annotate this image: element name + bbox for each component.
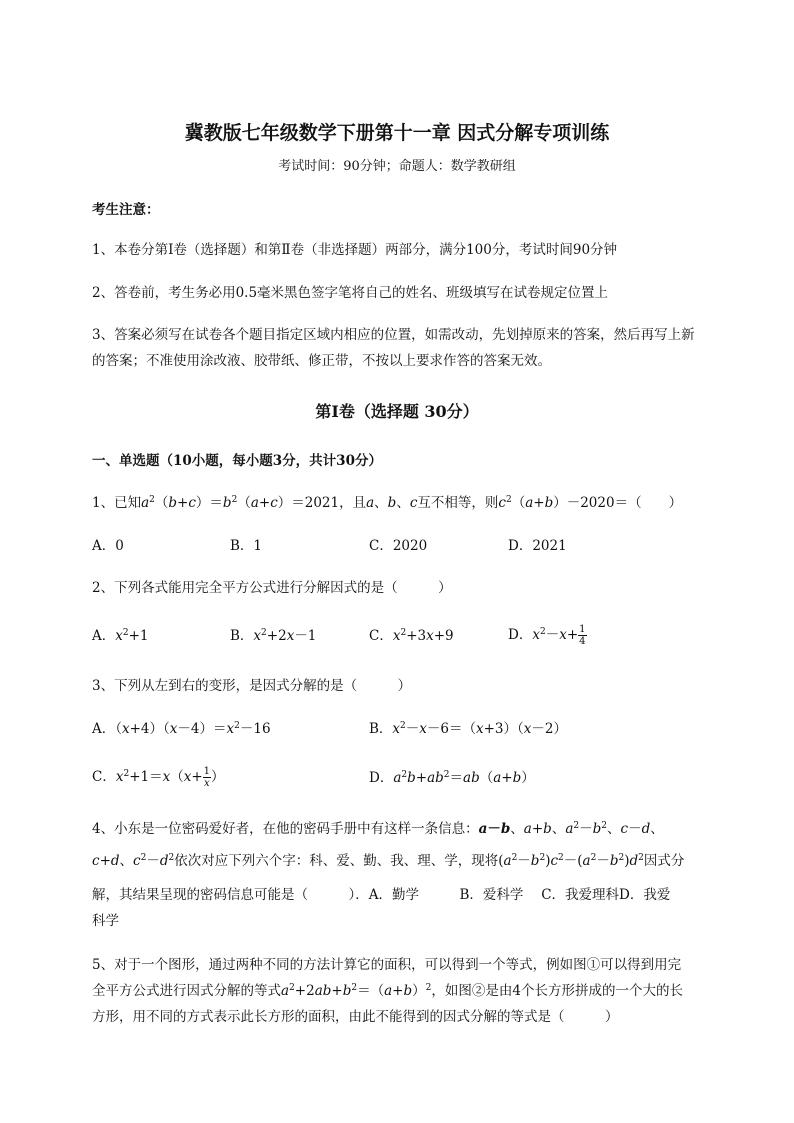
notice-item-2: 2、答卷前，考生务必用0.5毫米黑色签字笔将自己的姓名、班级填写在试卷规定位置上 [92, 285, 609, 301]
question-2-option-a[interactable]: A．$x^2+1$ [92, 628, 149, 644]
notice-item-3: 3、答案必须写在试卷各个题目指定区域内相应的位置，如需改动，先划掉原来的答案，然后再写上新 [92, 327, 695, 343]
question-1-option-a[interactable]: A．0 [92, 538, 124, 554]
question-1-option-c[interactable]: C．2020 [369, 538, 428, 554]
question-4-line-4: 科学 [92, 913, 119, 929]
section-title: 第I卷（选择题 30分） [315, 402, 479, 421]
question-2-option-b[interactable]: B．$x^2+2x-1$ [230, 628, 317, 644]
question-3-option-a[interactable]: A．$(x+4)(x-4)=x^2-16$ [92, 721, 271, 737]
notice-heading: 考生注意： [92, 202, 160, 218]
part-heading: 一、单选题（10小题，每小题3分，共计30分） [92, 453, 382, 469]
question-4-line-2: c+d、$c^2-d^2$依次对应下列六个字：科、爱、勤、我、理、学，现将$(a^2-b^2)c^2-(a^2-b^2)d^2$因式分 [92, 853, 685, 869]
question-2-option-d[interactable]: D．$x^2-x+$ $\frac{1}{4}$ [508, 624, 586, 647]
notice-item-3-cont: 的答案；不准使用涂改液、胶带纸、修正带，不按以上要求作答的答案无效。 [92, 353, 551, 369]
question-3-stem: 3、下列从左到右的变形，是因式分解的是（ ） [92, 678, 412, 694]
notice-item-1: 1、本卷分第I卷（选择题）和第Ⅱ卷（非选择题）两部分，满分100分，考试时间90分钟 [92, 242, 618, 258]
question-3-option-b[interactable]: B．$x^2-x-6=(x+3)(x-2)$ [369, 721, 567, 737]
question-1-stem: 1、已知$a^2(b+c)=b^2(a+c)=2021$，且a、b、c互不相等，则$c^2(a+b)-2020=$（ ） [92, 495, 683, 511]
question-2-stem: 2、下列各式能用完全平方公式进行分解因式的是（ ） [92, 580, 452, 596]
question-5-line-2: 全平方公式进行因式分解的等式$a^2+2ab+b^2=(a+b)^2$，如图②是由4个长方形拼成的一个大的长 [92, 983, 683, 999]
question-3-option-d[interactable]: D．$a^2b+ab^2=ab(a+b)$ [369, 770, 535, 786]
question-1-option-b[interactable]: B．1 [230, 538, 263, 554]
page-subtitle: 考试时间：90分钟；命题人：数学教研组 [278, 159, 516, 174]
question-3-option-c[interactable]: C．$x^2+1=x(x+$ $\frac{1}{x}$ ） [92, 766, 225, 789]
question-5-line-1: 5、对于一个图形，通过两种不同的方法计算它的面积，可以得到一个等式，例如图①可以得到用完 [92, 957, 682, 973]
question-4-line-1: 4、小东是一位密码爱好者，在他的密码手册中有这样一条信息：a－b、a+b、$a^2-b^2$、c－d、 [92, 821, 664, 837]
page-title: 冀教版七年级数学下册第十一章 因式分解专项训练 [184, 122, 610, 144]
question-2-option-c[interactable]: C．$x^2+3x+9$ [369, 628, 454, 644]
question-5-line-3: 方形，用不同的方式表示此长方形的面积，由此不能得到的因式分解的等式是（ ） [92, 1009, 619, 1025]
question-4-line-3: 解，其结果呈现的密码信息可能是（ ）．A．勤学 B．爱科学 C．我爱理科D．我爱 [92, 887, 671, 903]
question-1-option-d[interactable]: D．2021 [508, 538, 567, 554]
